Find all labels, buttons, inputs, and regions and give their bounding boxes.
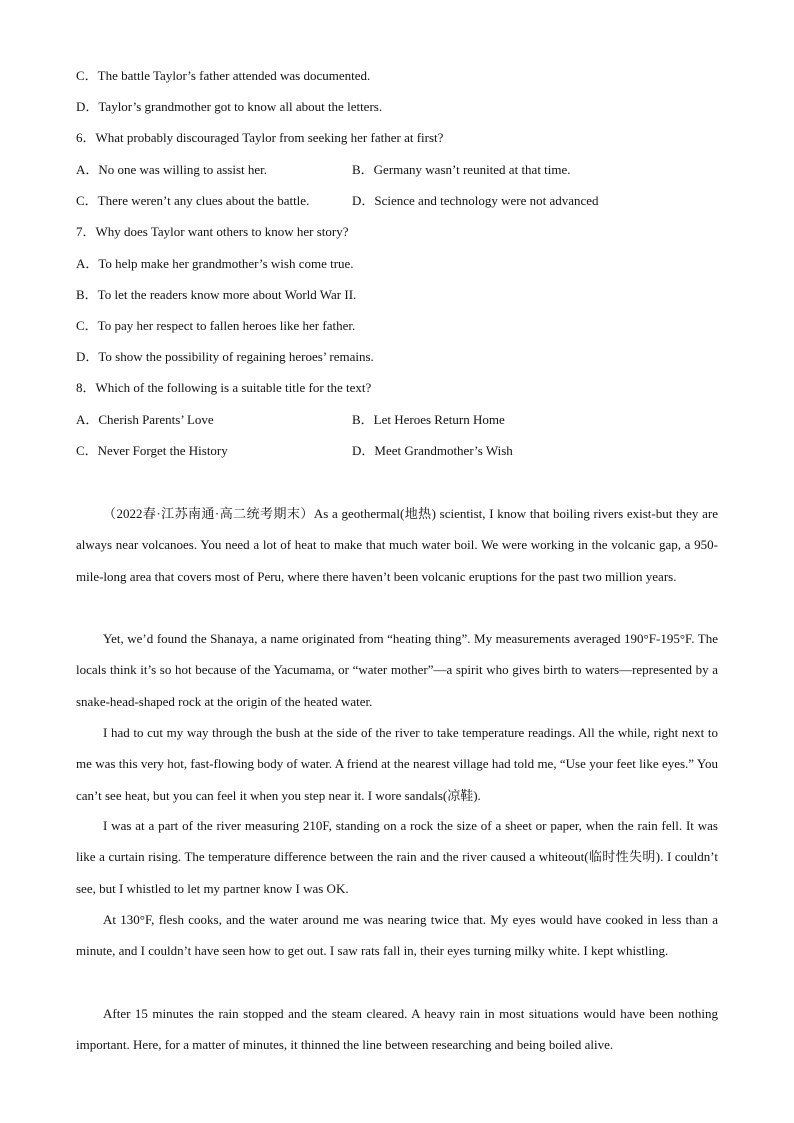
q6-option-b: B．Germany wasn’t reunited at that time.	[352, 162, 571, 177]
passage-paragraph: I had to cut my way through the bush at the side of the river to take temperature readings. All the while, right next to me was this very hot, fast-flowing body of water. A friend at the nearest village had told me, “Use your feet like eyes.” You can’t see heat, but you can feel it when you step near it. I wore sandals(凉鞋).	[76, 725, 718, 803]
passage-paragraph: I was at a part of the river measuring 210F, standing on a rock the size of a sheet or paper, when the rain fell. It was like a curtain rising. The temperature difference between the rain and the river caused a whiteout(临时性失明). I couldn’t see, but I whistled to let my partner know I was OK.	[76, 818, 718, 896]
q8-option-b: B．Let Heroes Return Home	[352, 412, 505, 427]
q7-question: 7．Why does Taylor want others to know her story?	[76, 224, 349, 239]
q7-option-d: D．To show the possibility of regaining heroes’ remains.	[76, 349, 374, 364]
passage-paragraph: Yet, we’d found the Shanaya, a name originated from “heating thing”. My measurements averaged 190°F-195°F. The locals think it’s so hot because of the Yacumama, or “water mother”—a spirit who gives birth to waters—represented by a snake-head-shaped rock at the origin of the heated water.	[76, 631, 718, 709]
q8-option-d: D．Meet Grandmother’s Wish	[352, 443, 513, 458]
passage-paragraph: After 15 minutes the rain stopped and the steam cleared. A heavy rain in most situations would have been nothing important. Here, for a matter of minutes, it thinned the line between researching and being boiled alive.	[76, 1006, 718, 1053]
q8-question: 8．Which of the following is a suitable title for the text?	[76, 380, 372, 395]
passage-paragraph: At 130°F, flesh cooks, and the water around me was nearing twice that. My eyes would have cooked in less than a minute, and I couldn’t have seen how to get out. I saw rats fall in, their eyes turning milky white. I kept whistling.	[76, 912, 718, 959]
q5-option-d: D．Taylor’s grandmother got to know all about the letters.	[76, 99, 383, 114]
q7-option-c: C．To pay her respect to fallen heroes like her father.	[76, 318, 356, 333]
q6-option-a: A．No one was willing to assist her.	[76, 162, 268, 177]
q5-option-c: C．The battle Taylor’s father attended was documented.	[76, 68, 371, 83]
q8-option-a: A．Cherish Parents’ Love	[76, 412, 214, 427]
q7-option-a: A．To help make her grandmother’s wish come true.	[76, 256, 354, 271]
q7-option-b: B．To let the readers know more about World War II.	[76, 287, 357, 302]
passage-paragraph: （2022春·江苏南通·高二统考期末）As a geothermal(地热) scientist, I know that boiling rivers exist-but they are always near volcanoes. You need a lot of heat to make that much water boil. We were working in the volcanic gap, a 950-mile-long area that covers most of Peru, where there haven’t been volcanic eruptions for the past two million years.	[76, 506, 718, 584]
q8-option-c: C．Never Forget the History	[76, 443, 228, 458]
q6-option-c: C．There weren’t any clues about the battle.	[76, 193, 310, 208]
q6-option-d: D．Science and technology were not advanced	[352, 193, 599, 208]
q6-question: 6．What probably discouraged Taylor from seeking her father at first?	[76, 130, 444, 145]
